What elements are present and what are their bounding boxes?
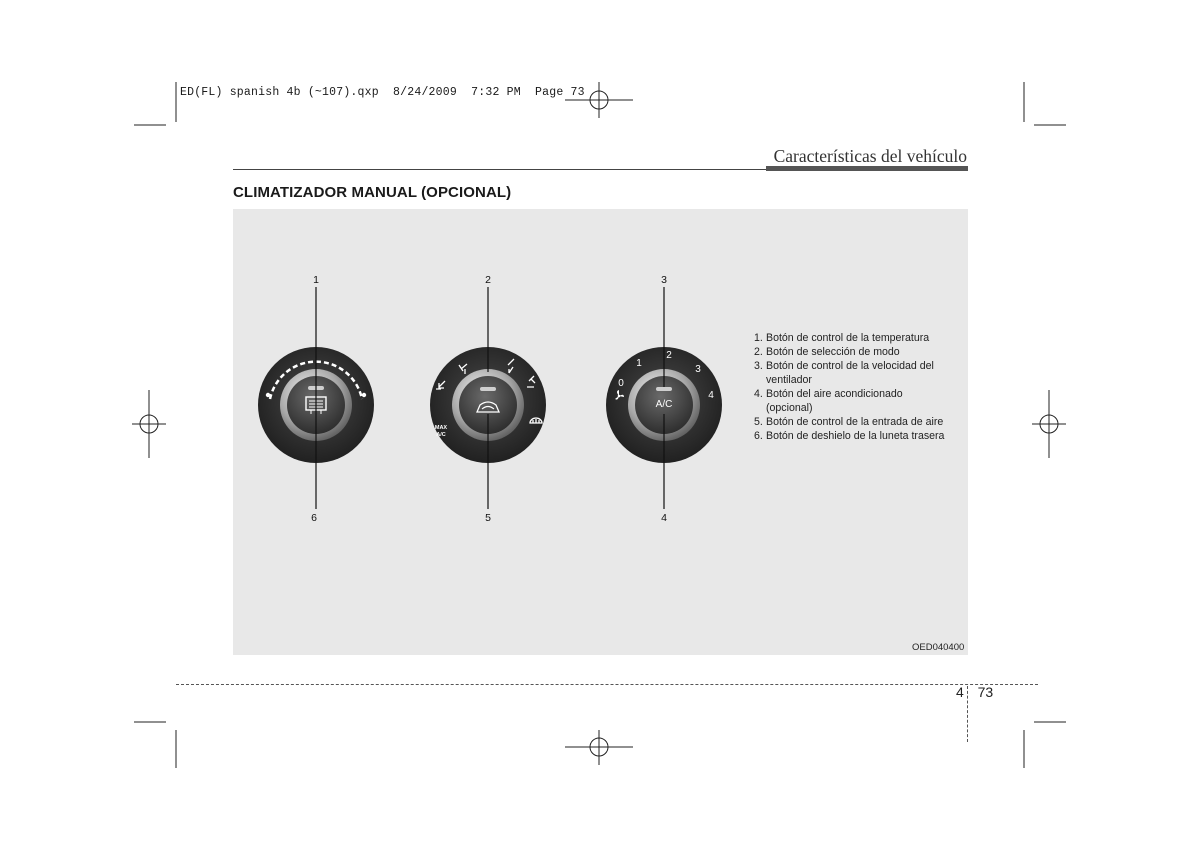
callout-3: 3 xyxy=(661,274,667,286)
legend-item: (opcional) xyxy=(766,402,813,414)
fan-speed-3: 3 xyxy=(695,364,701,375)
footer-dashed-rule xyxy=(176,684,1038,685)
fan-speed-0: 0 xyxy=(618,378,624,389)
max-ac-label-line1: MAX xyxy=(434,425,448,431)
legend-list xyxy=(754,331,944,443)
print-slug-line: ED(FL) spanish 4b (~107).qxp 8/24/2009 7:32 PM Page 73 xyxy=(180,86,585,99)
callout-6: 6 xyxy=(311,512,317,524)
page-number-value: 73 xyxy=(977,684,994,700)
page-number xyxy=(956,684,993,700)
fan-speed-1: 1 xyxy=(636,358,642,369)
header-rule-accent xyxy=(766,166,968,171)
legend-item: 4. Botón del aire acondicionado xyxy=(754,388,903,400)
callout-1: 1 xyxy=(313,274,319,286)
legend-item: 6. Botón de deshielo de la luneta trasera xyxy=(754,430,945,442)
legend-item: 3. Botón de control de la velocidad del xyxy=(754,360,934,372)
legend-item: 5. Botón de control de la entrada de aire xyxy=(754,416,944,428)
page-heading: CLIMATIZADOR MANUAL (OPCIONAL) xyxy=(233,184,512,201)
legend-item: 1. Botón de control de la temperatura xyxy=(754,332,930,344)
page-chapter: 4 xyxy=(956,684,964,700)
callout-2: 2 xyxy=(485,274,491,286)
ac-button-label[interactable]: A/C xyxy=(655,399,673,410)
callout-5: 5 xyxy=(485,512,491,524)
figure-code: OED040400 xyxy=(912,642,965,653)
callout-4: 4 xyxy=(661,512,667,524)
section-title: Características del vehículo xyxy=(773,146,967,166)
fan-speed-2: 2 xyxy=(666,350,672,361)
fan-speed-4: 4 xyxy=(708,390,714,401)
legend-item: ventilador xyxy=(766,374,812,386)
legend-item: 2. Botón de selección de modo xyxy=(754,346,900,358)
max-ac-label-line2: A/C xyxy=(436,432,446,438)
